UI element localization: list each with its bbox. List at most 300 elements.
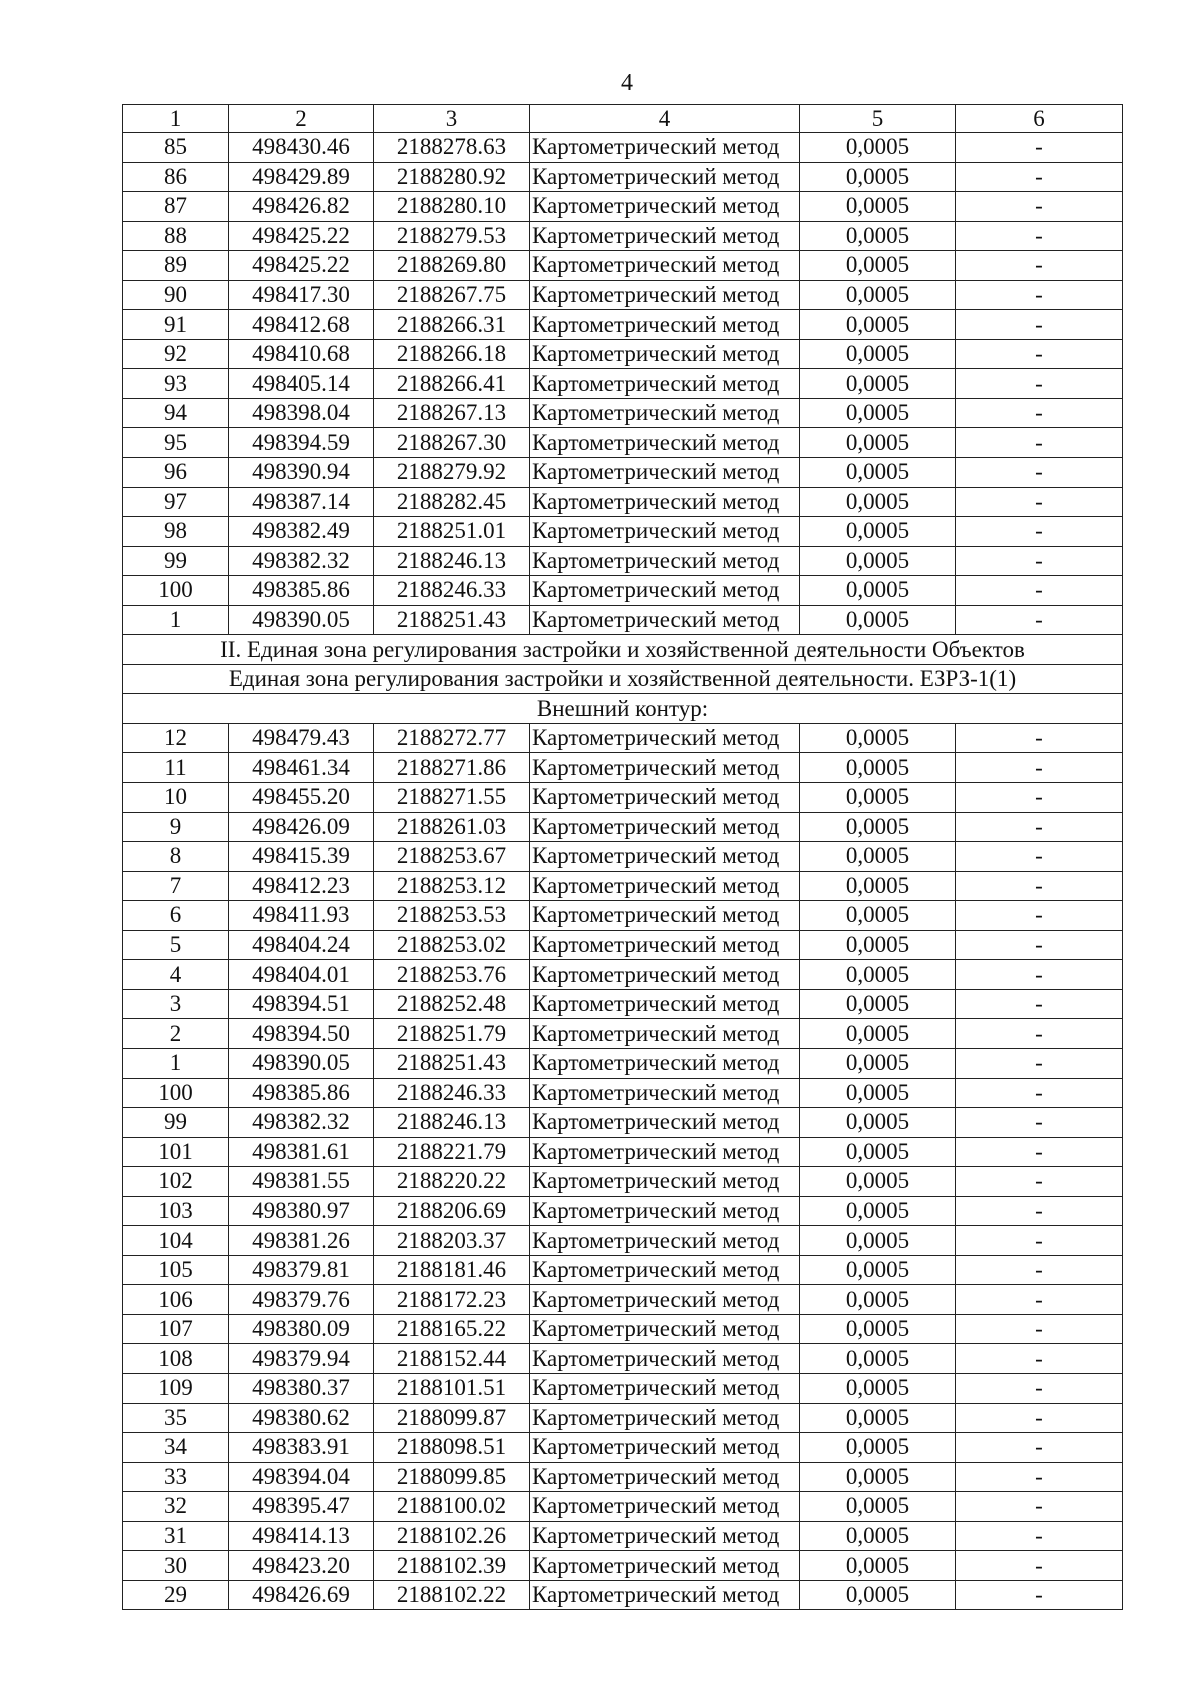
method-cell: Картометрический метод <box>530 310 800 340</box>
note-cell: - <box>956 458 1123 488</box>
accuracy-cell: 0,0005 <box>800 221 956 251</box>
note-cell: - <box>956 723 1123 753</box>
note-cell: - <box>956 576 1123 606</box>
method-cell: Картометрический метод <box>530 1551 800 1581</box>
y-coordinate-cell: 2188261.03 <box>374 812 530 842</box>
accuracy-cell: 0,0005 <box>800 133 956 163</box>
y-coordinate-cell: 2188101.51 <box>374 1373 530 1403</box>
x-coordinate-cell: 498429.89 <box>229 162 374 192</box>
method-cell: Картометрический метод <box>530 546 800 576</box>
accuracy-cell: 0,0005 <box>800 428 956 458</box>
x-coordinate-cell: 498385.86 <box>229 1078 374 1108</box>
table-row <box>123 398 1123 428</box>
note-cell: - <box>956 783 1123 813</box>
accuracy-cell: 0,0005 <box>800 576 956 606</box>
accuracy-cell: 0,0005 <box>800 1196 956 1226</box>
point-number-cell: 10 <box>123 783 229 813</box>
y-coordinate-cell: 2188181.46 <box>374 1255 530 1285</box>
method-cell: Картометрический метод <box>530 1078 800 1108</box>
table-row <box>123 1108 1123 1138</box>
accuracy-cell: 0,0005 <box>800 162 956 192</box>
x-coordinate-cell: 498380.62 <box>229 1403 374 1433</box>
y-coordinate-cell: 2188251.43 <box>374 605 530 635</box>
accuracy-cell: 0,0005 <box>800 753 956 783</box>
x-coordinate-cell: 498455.20 <box>229 783 374 813</box>
y-coordinate-cell: 2188253.02 <box>374 930 530 960</box>
x-coordinate-cell: 498383.91 <box>229 1433 374 1463</box>
method-cell: Картометрический метод <box>530 398 800 428</box>
point-number-cell: 88 <box>123 221 229 251</box>
table-row <box>123 723 1123 753</box>
point-number-cell: 97 <box>123 487 229 517</box>
method-cell: Картометрический метод <box>530 1580 800 1610</box>
x-coordinate-cell: 498411.93 <box>229 901 374 931</box>
table-row <box>123 1521 1123 1551</box>
point-number-cell: 107 <box>123 1314 229 1344</box>
y-coordinate-cell: 2188220.22 <box>374 1167 530 1197</box>
note-cell: - <box>956 369 1123 399</box>
y-coordinate-cell: 2188251.43 <box>374 1048 530 1078</box>
point-number-cell: 7 <box>123 871 229 901</box>
y-coordinate-cell: 2188246.33 <box>374 1078 530 1108</box>
y-coordinate-cell: 2188272.77 <box>374 723 530 753</box>
method-cell: Картометрический метод <box>530 369 800 399</box>
y-coordinate-cell: 2188246.13 <box>374 546 530 576</box>
x-coordinate-cell: 498380.09 <box>229 1314 374 1344</box>
x-coordinate-cell: 498410.68 <box>229 339 374 369</box>
note-cell: - <box>956 1196 1123 1226</box>
y-coordinate-cell: 2188098.51 <box>374 1433 530 1463</box>
y-coordinate-cell: 2188246.13 <box>374 1108 530 1138</box>
x-coordinate-cell: 498394.59 <box>229 428 374 458</box>
table-row <box>123 871 1123 901</box>
x-coordinate-cell: 498381.26 <box>229 1226 374 1256</box>
y-coordinate-cell: 2188102.26 <box>374 1521 530 1551</box>
accuracy-cell: 0,0005 <box>800 1167 956 1197</box>
subsection-title: Единая зона регулирования застройки и хозяйственной деятельности. ЕЗРЗ-1(1) <box>123 664 1123 694</box>
y-coordinate-cell: 2188253.12 <box>374 871 530 901</box>
table-row <box>123 1137 1123 1167</box>
note-cell: - <box>956 1462 1123 1492</box>
note-cell: - <box>956 1137 1123 1167</box>
table-row <box>123 1580 1123 1610</box>
note-cell: - <box>956 1551 1123 1581</box>
table-row <box>123 1551 1123 1581</box>
note-cell: - <box>956 989 1123 1019</box>
table-row <box>123 1285 1123 1315</box>
point-number-cell: 33 <box>123 1462 229 1492</box>
point-number-cell: 105 <box>123 1255 229 1285</box>
table-row <box>123 576 1123 606</box>
y-coordinate-cell: 2188278.63 <box>374 133 530 163</box>
table-row <box>123 1019 1123 1049</box>
point-number-cell: 85 <box>123 133 229 163</box>
accuracy-cell: 0,0005 <box>800 517 956 547</box>
table-row <box>123 546 1123 576</box>
x-coordinate-cell: 498382.32 <box>229 1108 374 1138</box>
x-coordinate-cell: 498385.86 <box>229 576 374 606</box>
table-row <box>123 310 1123 340</box>
point-number-cell: 3 <box>123 989 229 1019</box>
method-cell: Картометрический метод <box>530 842 800 872</box>
y-coordinate-cell: 2188165.22 <box>374 1314 530 1344</box>
method-cell: Картометрический метод <box>530 930 800 960</box>
note-cell: - <box>956 1433 1123 1463</box>
accuracy-cell: 0,0005 <box>800 1373 956 1403</box>
accuracy-cell: 0,0005 <box>800 458 956 488</box>
point-number-cell: 5 <box>123 930 229 960</box>
method-cell: Картометрический метод <box>530 339 800 369</box>
x-coordinate-cell: 498398.04 <box>229 398 374 428</box>
accuracy-cell: 0,0005 <box>800 1226 956 1256</box>
x-coordinate-cell: 498379.76 <box>229 1285 374 1315</box>
method-cell: Картометрический метод <box>530 1108 800 1138</box>
y-coordinate-cell: 2188267.30 <box>374 428 530 458</box>
point-number-cell: 100 <box>123 576 229 606</box>
subsection-row <box>123 664 1123 694</box>
point-number-cell: 34 <box>123 1433 229 1463</box>
accuracy-cell: 0,0005 <box>800 930 956 960</box>
note-cell: - <box>956 1167 1123 1197</box>
accuracy-cell: 0,0005 <box>800 310 956 340</box>
x-coordinate-cell: 498479.43 <box>229 723 374 753</box>
y-coordinate-cell: 2188102.22 <box>374 1580 530 1610</box>
accuracy-cell: 0,0005 <box>800 1551 956 1581</box>
table-row <box>123 221 1123 251</box>
x-coordinate-cell: 498412.23 <box>229 871 374 901</box>
table-row <box>123 458 1123 488</box>
x-coordinate-cell: 498414.13 <box>229 1521 374 1551</box>
point-number-cell: 32 <box>123 1492 229 1522</box>
note-cell: - <box>956 310 1123 340</box>
point-number-cell: 2 <box>123 1019 229 1049</box>
method-cell: Картометрический метод <box>530 989 800 1019</box>
table-row <box>123 1048 1123 1078</box>
point-number-cell: 35 <box>123 1403 229 1433</box>
accuracy-cell: 0,0005 <box>800 1285 956 1315</box>
y-coordinate-cell: 2188253.53 <box>374 901 530 931</box>
point-number-cell: 31 <box>123 1521 229 1551</box>
method-cell: Картометрический метод <box>530 1137 800 1167</box>
method-cell: Картометрический метод <box>530 251 800 281</box>
y-coordinate-cell: 2188266.41 <box>374 369 530 399</box>
column-number-cell: 6 <box>956 105 1123 133</box>
table-row <box>123 1344 1123 1374</box>
point-number-cell: 86 <box>123 162 229 192</box>
method-cell: Картометрический метод <box>530 162 800 192</box>
table-row <box>123 812 1123 842</box>
y-coordinate-cell: 2188172.23 <box>374 1285 530 1315</box>
accuracy-cell: 0,0005 <box>800 339 956 369</box>
note-cell: - <box>956 251 1123 281</box>
accuracy-cell: 0,0005 <box>800 251 956 281</box>
coordinates-table <box>122 104 1123 1610</box>
x-coordinate-cell: 498404.24 <box>229 930 374 960</box>
y-coordinate-cell: 2188152.44 <box>374 1344 530 1374</box>
accuracy-cell: 0,0005 <box>800 1019 956 1049</box>
y-coordinate-cell: 2188282.45 <box>374 487 530 517</box>
y-coordinate-cell: 2188099.85 <box>374 1462 530 1492</box>
column-number-cell: 4 <box>530 105 800 133</box>
point-number-cell: 8 <box>123 842 229 872</box>
method-cell: Картометрический метод <box>530 280 800 310</box>
method-cell: Картометрический метод <box>530 753 800 783</box>
x-coordinate-cell: 498380.37 <box>229 1373 374 1403</box>
x-coordinate-cell: 498404.01 <box>229 960 374 990</box>
method-cell: Картометрический метод <box>530 487 800 517</box>
note-cell: - <box>956 517 1123 547</box>
x-coordinate-cell: 498426.09 <box>229 812 374 842</box>
method-cell: Картометрический метод <box>530 1403 800 1433</box>
table-row <box>123 339 1123 369</box>
table-row <box>123 1196 1123 1226</box>
table-row <box>123 605 1123 635</box>
y-coordinate-cell: 2188271.86 <box>374 753 530 783</box>
note-cell: - <box>956 753 1123 783</box>
note-cell: - <box>956 960 1123 990</box>
note-cell: - <box>956 1285 1123 1315</box>
note-cell: - <box>956 1580 1123 1610</box>
table-row <box>123 842 1123 872</box>
x-coordinate-cell: 498381.61 <box>229 1137 374 1167</box>
table-row <box>123 133 1123 163</box>
accuracy-cell: 0,0005 <box>800 280 956 310</box>
x-coordinate-cell: 498425.22 <box>229 221 374 251</box>
note-cell: - <box>956 1344 1123 1374</box>
accuracy-cell: 0,0005 <box>800 723 956 753</box>
point-number-cell: 30 <box>123 1551 229 1581</box>
note-cell: - <box>956 133 1123 163</box>
accuracy-cell: 0,0005 <box>800 901 956 931</box>
method-cell: Картометрический метод <box>530 458 800 488</box>
method-cell: Картометрический метод <box>530 1255 800 1285</box>
method-cell: Картометрический метод <box>530 1373 800 1403</box>
section-title: II. Единая зона регулирования застройки и хозяйственной деятельности Объектов <box>123 635 1123 665</box>
table-row <box>123 960 1123 990</box>
y-coordinate-cell: 2188279.92 <box>374 458 530 488</box>
accuracy-cell: 0,0005 <box>800 960 956 990</box>
x-coordinate-cell: 498430.46 <box>229 133 374 163</box>
table-row <box>123 428 1123 458</box>
x-coordinate-cell: 498423.20 <box>229 1551 374 1581</box>
x-coordinate-cell: 498425.22 <box>229 251 374 281</box>
point-number-cell: 99 <box>123 1108 229 1138</box>
method-cell: Картометрический метод <box>530 812 800 842</box>
y-coordinate-cell: 2188251.01 <box>374 517 530 547</box>
column-number-cell: 2 <box>229 105 374 133</box>
y-coordinate-cell: 2188279.53 <box>374 221 530 251</box>
x-coordinate-cell: 498461.34 <box>229 753 374 783</box>
x-coordinate-cell: 498395.47 <box>229 1492 374 1522</box>
column-number-cell: 1 <box>123 105 229 133</box>
point-number-cell: 90 <box>123 280 229 310</box>
method-cell: Картометрический метод <box>530 1433 800 1463</box>
contour-title: Внешний контур: <box>123 694 1123 724</box>
accuracy-cell: 0,0005 <box>800 842 956 872</box>
accuracy-cell: 0,0005 <box>800 1048 956 1078</box>
point-number-cell: 9 <box>123 812 229 842</box>
x-coordinate-cell: 498379.81 <box>229 1255 374 1285</box>
method-cell: Картометрический метод <box>530 605 800 635</box>
column-number-row <box>123 105 1123 133</box>
point-number-cell: 12 <box>123 723 229 753</box>
x-coordinate-cell: 498379.94 <box>229 1344 374 1374</box>
table-row <box>123 783 1123 813</box>
point-number-cell: 99 <box>123 546 229 576</box>
y-coordinate-cell: 2188100.02 <box>374 1492 530 1522</box>
note-cell: - <box>956 1492 1123 1522</box>
table-row <box>123 487 1123 517</box>
accuracy-cell: 0,0005 <box>800 398 956 428</box>
table-row <box>123 1433 1123 1463</box>
method-cell: Картометрический метод <box>530 871 800 901</box>
note-cell: - <box>956 1403 1123 1433</box>
x-coordinate-cell: 498381.55 <box>229 1167 374 1197</box>
column-number-cell: 5 <box>800 105 956 133</box>
x-coordinate-cell: 498387.14 <box>229 487 374 517</box>
point-number-cell: 11 <box>123 753 229 783</box>
note-cell: - <box>956 221 1123 251</box>
y-coordinate-cell: 2188099.87 <box>374 1403 530 1433</box>
y-coordinate-cell: 2188280.92 <box>374 162 530 192</box>
method-cell: Картометрический метод <box>530 428 800 458</box>
method-cell: Картометрический метод <box>530 1019 800 1049</box>
note-cell: - <box>956 280 1123 310</box>
table-row <box>123 930 1123 960</box>
table-row <box>123 369 1123 399</box>
table-row <box>123 251 1123 281</box>
y-coordinate-cell: 2188252.48 <box>374 989 530 1019</box>
table-row <box>123 1255 1123 1285</box>
note-cell: - <box>956 1019 1123 1049</box>
x-coordinate-cell: 498415.39 <box>229 842 374 872</box>
point-number-cell: 109 <box>123 1373 229 1403</box>
accuracy-cell: 0,0005 <box>800 1108 956 1138</box>
table-row <box>123 1167 1123 1197</box>
note-cell: - <box>956 1108 1123 1138</box>
method-cell: Картометрический метод <box>530 723 800 753</box>
accuracy-cell: 0,0005 <box>800 1462 956 1492</box>
method-cell: Картометрический метод <box>530 1492 800 1522</box>
point-number-cell: 4 <box>123 960 229 990</box>
point-number-cell: 95 <box>123 428 229 458</box>
table-row <box>123 753 1123 783</box>
point-number-cell: 93 <box>123 369 229 399</box>
page-number: 4 <box>621 70 633 96</box>
y-coordinate-cell: 2188266.18 <box>374 339 530 369</box>
note-cell: - <box>956 546 1123 576</box>
note-cell: - <box>956 871 1123 901</box>
x-coordinate-cell: 498390.05 <box>229 1048 374 1078</box>
note-cell: - <box>956 339 1123 369</box>
method-cell: Картометрический метод <box>530 517 800 547</box>
x-coordinate-cell: 498390.94 <box>229 458 374 488</box>
table-row <box>123 517 1123 547</box>
accuracy-cell: 0,0005 <box>800 1314 956 1344</box>
point-number-cell: 1 <box>123 1048 229 1078</box>
accuracy-cell: 0,0005 <box>800 1255 956 1285</box>
method-cell: Картометрический метод <box>530 1048 800 1078</box>
accuracy-cell: 0,0005 <box>800 1580 956 1610</box>
table-row <box>123 1078 1123 1108</box>
point-number-cell: 91 <box>123 310 229 340</box>
point-number-cell: 89 <box>123 251 229 281</box>
table-row <box>123 280 1123 310</box>
x-coordinate-cell: 498390.05 <box>229 605 374 635</box>
note-cell: - <box>956 605 1123 635</box>
x-coordinate-cell: 498412.68 <box>229 310 374 340</box>
y-coordinate-cell: 2188253.67 <box>374 842 530 872</box>
point-number-cell: 6 <box>123 901 229 931</box>
method-cell: Картометрический метод <box>530 221 800 251</box>
y-coordinate-cell: 2188266.31 <box>374 310 530 340</box>
x-coordinate-cell: 498394.50 <box>229 1019 374 1049</box>
table-row <box>123 901 1123 931</box>
accuracy-cell: 0,0005 <box>800 1403 956 1433</box>
note-cell: - <box>956 1226 1123 1256</box>
contour-row <box>123 694 1123 724</box>
note-cell: - <box>956 842 1123 872</box>
note-cell: - <box>956 192 1123 222</box>
point-number-cell: 108 <box>123 1344 229 1374</box>
x-coordinate-cell: 498426.82 <box>229 192 374 222</box>
method-cell: Картометрический метод <box>530 1167 800 1197</box>
accuracy-cell: 0,0005 <box>800 1078 956 1108</box>
accuracy-cell: 0,0005 <box>800 369 956 399</box>
method-cell: Картометрический метод <box>530 783 800 813</box>
x-coordinate-cell: 498417.30 <box>229 280 374 310</box>
note-cell: - <box>956 930 1123 960</box>
accuracy-cell: 0,0005 <box>800 783 956 813</box>
y-coordinate-cell: 2188246.33 <box>374 576 530 606</box>
accuracy-cell: 0,0005 <box>800 605 956 635</box>
table-row <box>123 1373 1123 1403</box>
point-number-cell: 106 <box>123 1285 229 1315</box>
method-cell: Картометрический метод <box>530 1521 800 1551</box>
note-cell: - <box>956 1048 1123 1078</box>
y-coordinate-cell: 2188267.13 <box>374 398 530 428</box>
table-row <box>123 1226 1123 1256</box>
x-coordinate-cell: 498426.69 <box>229 1580 374 1610</box>
table-row <box>123 1462 1123 1492</box>
note-cell: - <box>956 1314 1123 1344</box>
accuracy-cell: 0,0005 <box>800 1433 956 1463</box>
point-number-cell: 103 <box>123 1196 229 1226</box>
note-cell: - <box>956 428 1123 458</box>
method-cell: Картометрический метод <box>530 1314 800 1344</box>
point-number-cell: 87 <box>123 192 229 222</box>
point-number-cell: 94 <box>123 398 229 428</box>
method-cell: Картометрический метод <box>530 576 800 606</box>
accuracy-cell: 0,0005 <box>800 546 956 576</box>
y-coordinate-cell: 2188221.79 <box>374 1137 530 1167</box>
point-number-cell: 1 <box>123 605 229 635</box>
point-number-cell: 102 <box>123 1167 229 1197</box>
method-cell: Картометрический метод <box>530 1344 800 1374</box>
point-number-cell: 96 <box>123 458 229 488</box>
method-cell: Картометрический метод <box>530 1462 800 1492</box>
method-cell: Картометрический метод <box>530 133 800 163</box>
x-coordinate-cell: 498382.49 <box>229 517 374 547</box>
y-coordinate-cell: 2188206.69 <box>374 1196 530 1226</box>
x-coordinate-cell: 498394.51 <box>229 989 374 1019</box>
accuracy-cell: 0,0005 <box>800 1344 956 1374</box>
accuracy-cell: 0,0005 <box>800 1137 956 1167</box>
x-coordinate-cell: 498405.14 <box>229 369 374 399</box>
table-row <box>123 1492 1123 1522</box>
note-cell: - <box>956 1373 1123 1403</box>
method-cell: Картометрический метод <box>530 1196 800 1226</box>
